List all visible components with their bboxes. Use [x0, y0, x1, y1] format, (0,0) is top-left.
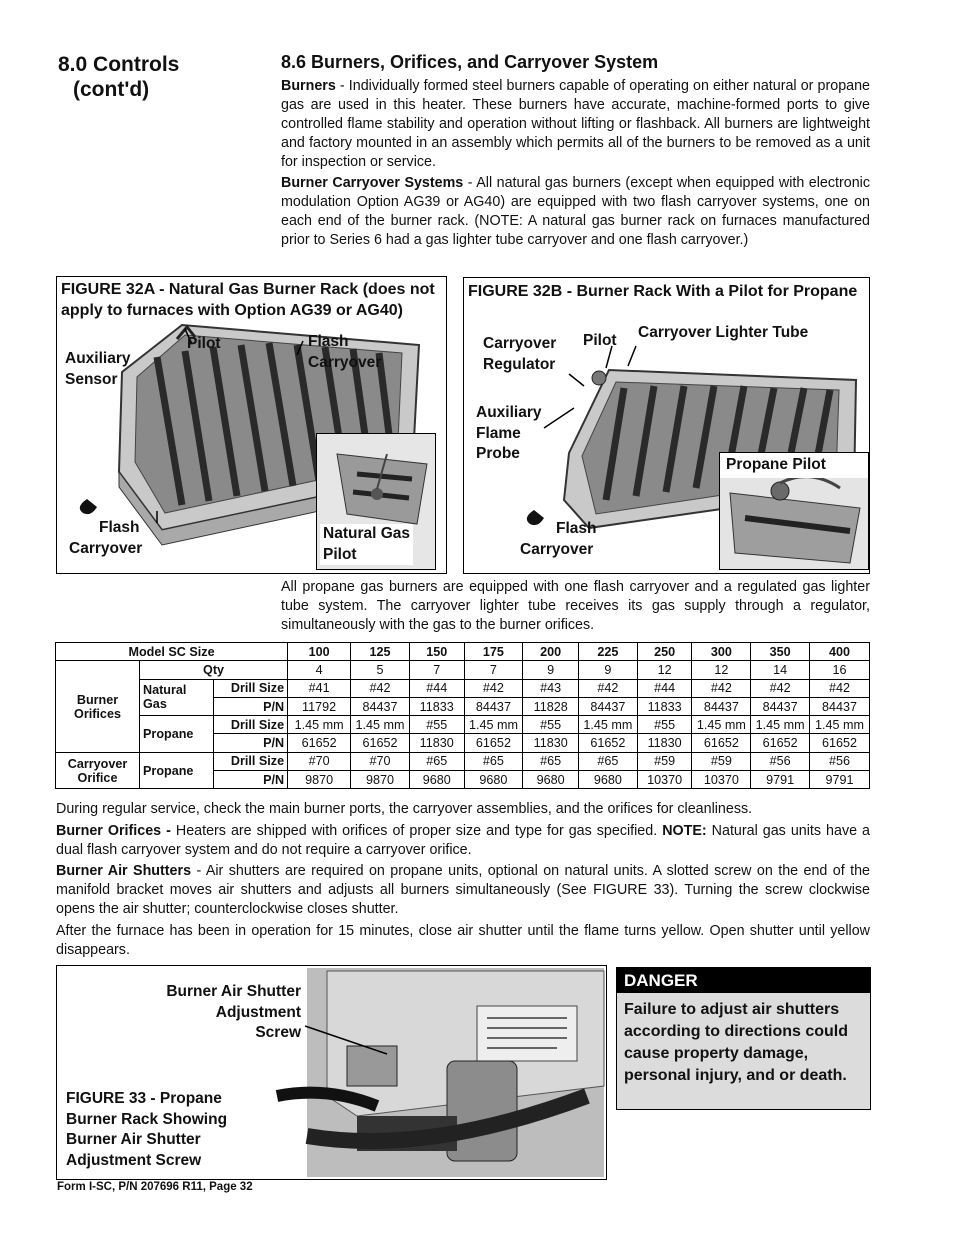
- page-footer: Form I-SC, P/N 207696 R11, Page 32: [57, 1181, 253, 1193]
- table-cell: 11830: [409, 734, 464, 752]
- table-cell: 100: [288, 643, 351, 661]
- table-cell: 84437: [810, 697, 870, 715]
- table-cell: 7: [464, 661, 523, 679]
- table-cell: 9680: [409, 771, 464, 789]
- aux-sensor-label: [65, 349, 130, 390]
- inset-line2: Pilot: [323, 545, 357, 563]
- table-cell: #41: [288, 679, 351, 697]
- orifices-paragraph: [56, 822, 870, 860]
- table-cell: 61652: [351, 734, 410, 752]
- regulator-line1: Carryover: [483, 335, 557, 352]
- pn-label: P/N: [213, 734, 288, 752]
- table-row-lp-drill: [56, 716, 870, 734]
- carryover-orifice-group: [56, 752, 140, 789]
- table-row-ng-drill: [56, 679, 870, 697]
- table-cell: #65: [464, 752, 523, 770]
- table-cell: 11828: [523, 697, 579, 715]
- drill-size-label: Drill Size: [213, 679, 288, 697]
- table-cell: 84437: [579, 697, 638, 715]
- table-cell: #42: [464, 679, 523, 697]
- table-cell: 175: [464, 643, 523, 661]
- table-cell: 61652: [464, 734, 523, 752]
- figure-33: [56, 965, 607, 1180]
- table-cell: 11830: [637, 734, 692, 752]
- inset-label: [320, 524, 413, 565]
- pilot-label: Pilot: [187, 335, 221, 352]
- fig33-label-line1: Burner Air Shutter: [166, 983, 301, 1000]
- table-cell: #44: [637, 679, 692, 697]
- aux-sensor-line2: Sensor: [65, 370, 118, 388]
- fig33-label-line2: Adjustment: [215, 1003, 301, 1021]
- fig33-label: [117, 982, 301, 1044]
- table-cell: 10370: [692, 771, 751, 789]
- table-cell: 1.45 mm: [751, 716, 810, 734]
- figure-33-caption: [66, 1089, 227, 1171]
- table-cell: 1.45 mm: [464, 716, 523, 734]
- table-cell: 11830: [523, 734, 579, 752]
- table-cell: #56: [810, 752, 870, 770]
- table-cell: 11792: [288, 697, 351, 715]
- pn-label: P/N: [213, 697, 288, 715]
- carryover-line1: Carryover: [67, 756, 128, 771]
- table-cell: 9680: [523, 771, 579, 789]
- orifices-text1: Heaters are shipped with orifices of proper size and type for gas specified.: [170, 823, 663, 839]
- drill-size-label: Drill Size: [213, 752, 288, 770]
- flash-top-line2: Carryover: [308, 353, 382, 371]
- propane-label: Propane: [140, 716, 214, 753]
- table-cell: #56: [751, 752, 810, 770]
- subsection-title: 8.6 Burners, Orifices, and Carryover System: [281, 52, 659, 72]
- natural-gas-label: [140, 679, 214, 716]
- flash-bot-line2: Carryover: [69, 539, 143, 557]
- burners-lead: Burners: [281, 78, 336, 94]
- section-heading-line1: 8.0 Controls: [58, 53, 180, 76]
- pn-label: P/N: [213, 771, 288, 789]
- after-paragraph: After the furnace has been in operation for 15 minutes, close air shutter until the flame turns yellow. Open shutter until yellow disappears.: [56, 923, 870, 958]
- table-cell: #55: [409, 716, 464, 734]
- fig33-cap-line4: Adjustment Screw: [66, 1151, 202, 1169]
- natural-gas-pilot-inset: [316, 433, 436, 570]
- table-cell: #55: [637, 716, 692, 734]
- natural-gas-line2: Gas: [143, 697, 167, 712]
- aux-line2: Flame: [476, 424, 521, 442]
- table-cell: 1.45 mm: [579, 716, 638, 734]
- flash-b-line1: Flash: [556, 520, 597, 537]
- fig33-cap-line1: FIGURE 33 - Propane: [66, 1090, 222, 1107]
- table-cell: #42: [751, 679, 810, 697]
- flash-b-line2: Carryover: [520, 540, 594, 558]
- orifice-spec-table: [55, 642, 870, 789]
- service-paragraph: During regular service, check the main burner ports, the carryover assemblies, and the orifices for cleanliness.: [56, 801, 753, 817]
- table-cell: 9791: [751, 771, 810, 789]
- table-cell: 12: [692, 661, 751, 679]
- table-cell: 84437: [692, 697, 751, 715]
- table-cell: 1.45 mm: [351, 716, 410, 734]
- table-cell: 84437: [751, 697, 810, 715]
- pilot-label-b: Pilot: [583, 332, 617, 349]
- table-cell: 9: [579, 661, 638, 679]
- table-cell: 11833: [409, 697, 464, 715]
- aux-sensor-line1: Auxiliary: [65, 350, 131, 367]
- fig33-cap-line2: Burner Rack Showing: [66, 1110, 228, 1128]
- table-row-sizes: [56, 643, 870, 661]
- flash-carryover-label-b: [520, 519, 596, 560]
- propane-paragraph: All propane gas burners are equipped with one flash carryover and a regulated gas lighter tube system. The carryover lighter tube receives its gas supply through a regulator, simultaneously with the gas to the burner orifices.: [281, 579, 870, 633]
- table-cell: 200: [523, 643, 579, 661]
- table-cell: 1.45 mm: [810, 716, 870, 734]
- table-cell: 250: [637, 643, 692, 661]
- shutters-text: - Air shutters are required on propane units, optional on natural units. A slotted screw on the end of the manifold bracket moves air shutters and adjusts all burners simultaneously (See FIGURE 33). Turning the screw clockwise opens the air shutter; counterclockwise closes shutter.: [56, 863, 870, 917]
- table-cell: 16: [810, 661, 870, 679]
- table-cell: 9791: [810, 771, 870, 789]
- table-cell: 11833: [637, 697, 692, 715]
- propane-label: Propane: [140, 752, 214, 789]
- table-cell: 400: [810, 643, 870, 661]
- drill-size-label: Drill Size: [213, 716, 288, 734]
- burner-orifices-group: [56, 661, 140, 752]
- table-cell: 14: [751, 661, 810, 679]
- propane-pilot-inset-label: Propane Pilot: [720, 453, 868, 478]
- table-cell: 4: [288, 661, 351, 679]
- table-cell: 225: [579, 643, 638, 661]
- table-cell: 9: [523, 661, 579, 679]
- carryover-line2: Orifice: [77, 770, 118, 785]
- table-cell: #42: [351, 679, 410, 697]
- table-cell: #59: [692, 752, 751, 770]
- burners-paragraph: [281, 77, 870, 172]
- orifices-text2: Natural gas units have a dual flash carryover system and do not require a carryover orifice.: [56, 823, 870, 858]
- table-cell: 1.45 mm: [692, 716, 751, 734]
- fig33-cap-line3: Burner Air Shutter: [66, 1131, 201, 1148]
- burner-orifices-line2: Orifices: [74, 706, 121, 721]
- table-cell: 125: [351, 643, 410, 661]
- orifices-lead: Burner Orifices -: [56, 823, 171, 839]
- figure-32a-caption: FIGURE 32A - Natural Gas Burner Rack (does not apply to furnaces with Option AG39 or AG40): [61, 281, 435, 319]
- carryover-paragraph: [281, 174, 870, 250]
- table-cell: #59: [637, 752, 692, 770]
- figure-32a: [56, 276, 447, 574]
- flash-carryover-top-label: [308, 332, 381, 373]
- section-heading-line2: (cont'd): [73, 78, 150, 101]
- table-cell: #44: [409, 679, 464, 697]
- model-size-header: Model SC Size: [56, 643, 288, 661]
- aux-flame-probe-label: [476, 403, 541, 465]
- figure-32b-caption: FIGURE 32B - Burner Rack With a Pilot for Propane: [468, 283, 858, 300]
- table-cell: 61652: [692, 734, 751, 752]
- table-cell: 84437: [351, 697, 410, 715]
- danger-title: DANGER: [617, 968, 870, 993]
- table-cell: #42: [579, 679, 638, 697]
- table-cell: 61652: [751, 734, 810, 752]
- aux-line3: Probe: [476, 445, 520, 462]
- table-cell: 12: [637, 661, 692, 679]
- table-cell: 9680: [579, 771, 638, 789]
- carryover-lead: Burner Carryover Systems: [281, 175, 464, 191]
- table-row-qty: [56, 661, 870, 679]
- flash-bot-line1: Flash: [99, 519, 140, 536]
- table-cell: 10370: [637, 771, 692, 789]
- burner-orifices-line1: Burner: [76, 692, 119, 707]
- flash-top-line1: Flash: [308, 333, 349, 350]
- natural-gas-line1: Natural: [143, 683, 187, 698]
- table-cell: 9870: [351, 771, 410, 789]
- table-cell: 84437: [464, 697, 523, 715]
- table-cell: #65: [409, 752, 464, 770]
- carryover-text: - All natural gas burners (except when equipped with electronic modulation Option AG39 or AG40) are equipped with two flash carryover systems, one on each end of the burner rack. (NOTE: A natural gas burner rack on furnaces manufactured prior to Series 6 had a gas lighter tube carryover and one flash carryover.): [281, 175, 870, 248]
- table-cell: #43: [523, 679, 579, 697]
- table-cell: 7: [409, 661, 464, 679]
- qty-label: Qty: [140, 661, 288, 679]
- orifices-note: NOTE:: [662, 823, 707, 839]
- table-cell: 300: [692, 643, 751, 661]
- table-cell: 350: [751, 643, 810, 661]
- table-cell: 61652: [579, 734, 638, 752]
- table-cell: 150: [409, 643, 464, 661]
- table-cell: #42: [810, 679, 870, 697]
- table-cell: 61652: [810, 734, 870, 752]
- regulator-line2: Regulator: [483, 355, 556, 373]
- table-cell: #65: [579, 752, 638, 770]
- shutters-lead: Burner Air Shutters: [56, 863, 192, 879]
- fig33-label-line3: Screw: [255, 1024, 301, 1041]
- aux-line1: Auxiliary: [476, 404, 542, 421]
- lighter-tube-label: Carryover Lighter Tube: [638, 324, 809, 341]
- shutters-paragraph: [56, 862, 870, 919]
- table-cell: 1.45 mm: [288, 716, 351, 734]
- flash-carryover-bottom-label: [69, 518, 159, 559]
- danger-box: [616, 967, 871, 1110]
- burners-text: - Individually formed steel burners capable of operating on either natural or propane gas are used in this heater. These burners have accurate, machine-formed ports to give controlled flame stability and operation without lifting or flashback. All burners are lightweight and factory mounted in an assembly which permits all of the burners to be removed as a unit for inspection or service.: [281, 78, 870, 170]
- section-heading: [58, 52, 248, 102]
- table-cell: #70: [288, 752, 351, 770]
- table-cell: #55: [523, 716, 579, 734]
- table-cell: #65: [523, 752, 579, 770]
- danger-text: Failure to adjust air shutters according to directions could cause property damage, personal injury, and or death.: [624, 1001, 849, 1084]
- table-cell: #42: [692, 679, 751, 697]
- carryover-regulator-label: [483, 334, 556, 375]
- table-row-co-drill: [56, 752, 870, 770]
- propane-pilot-inset: [719, 452, 869, 570]
- figure-32b: [463, 277, 870, 574]
- table-cell: 61652: [288, 734, 351, 752]
- table-cell: 9680: [464, 771, 523, 789]
- table-cell: #70: [351, 752, 410, 770]
- table-cell: 9870: [288, 771, 351, 789]
- inset-line1: Natural Gas: [323, 525, 411, 542]
- table-cell: 5: [351, 661, 410, 679]
